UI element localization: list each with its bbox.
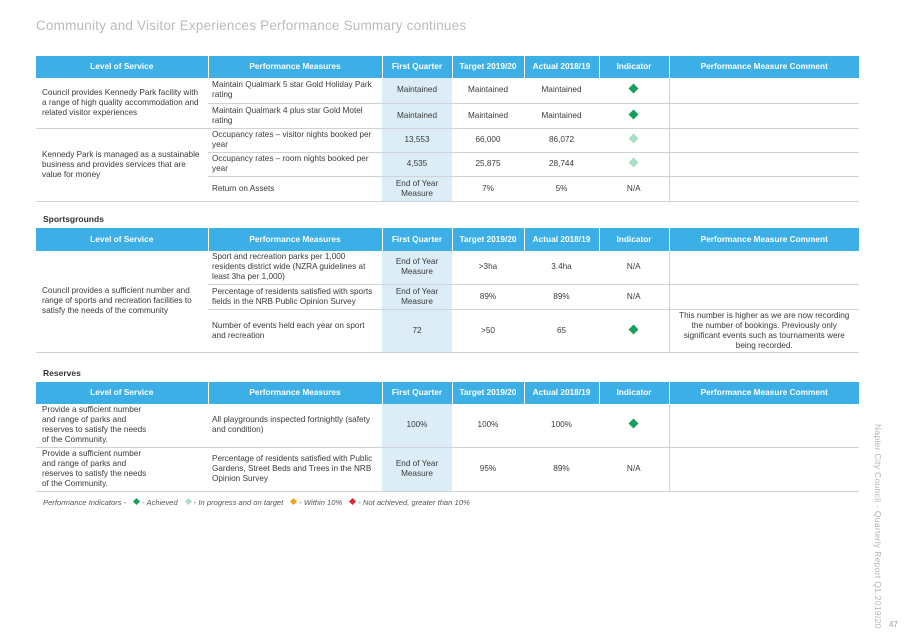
actual-cell: 89% (524, 284, 599, 309)
legend-item-label: - Achieved (142, 498, 178, 507)
target-cell: >3ha (452, 251, 524, 284)
first-quarter-cell: 100% (382, 404, 452, 447)
sportsgrounds-table (36, 228, 859, 353)
performance-measure-cell: Sport and recreation parks per 1,000 residents district wide (NZRA guidelines at least 3ha per 1,000) (208, 251, 382, 284)
target-cell: >50 (452, 309, 524, 352)
legend-item-label: - Not achieved, greater than 10% (358, 498, 470, 507)
section-label-sportsgrounds: Sportsgrounds (43, 214, 104, 224)
indicator-cell (599, 103, 669, 128)
actual-cell: Maintained (524, 103, 599, 128)
table-row (36, 128, 859, 152)
target-cell: Maintained (452, 78, 524, 103)
header-first-quarter: First Quarter (382, 56, 452, 78)
actual-cell: 3.4ha (524, 251, 599, 284)
performance-measure-cell: Number of events held each year on sport and recreation (208, 309, 382, 352)
header-target: Target 2019/20 (452, 56, 524, 78)
header-indicator: Indicator (599, 56, 669, 78)
header-level-of-service: Level of Service (36, 56, 208, 78)
table-row (36, 251, 859, 284)
performance-indicators-legend (43, 498, 474, 507)
achieved-indicator-icon (629, 419, 639, 429)
first-quarter-cell: End of Year Measure (382, 176, 452, 201)
header-performance-measures: Performance Measures (208, 228, 382, 251)
level-of-service-text: Provide a sufficient number and range of parks and reserves to satisfy the needs of the Community. (42, 449, 147, 488)
performance-measure-cell: Occupancy rates – visitor nights booked per year (208, 128, 382, 152)
level-of-service-text: Council provides Kennedy Park facility with a range of high quality accommodation and related visitor experiences (42, 87, 199, 117)
level-of-service-text: Kennedy Park is managed as a sustainable business and provides services that are value for money (42, 149, 200, 179)
performance-comment-cell (669, 152, 859, 176)
target-cell: Maintained (452, 103, 524, 128)
kennedy-park-table (36, 56, 859, 202)
performance-measure-cell: Occupancy rates – room nights booked per year (208, 152, 382, 176)
actual-cell: 65 (524, 309, 599, 352)
target-cell: 66,000 (452, 128, 524, 152)
level-of-service-cell (36, 447, 208, 491)
page-title: Community and Visitor Experiences Performance Summary continues (36, 18, 467, 33)
table-row (36, 404, 859, 447)
indicator-text: N/A (626, 183, 641, 193)
table-row (36, 78, 859, 103)
performance-measure-cell: Return on Assets (208, 176, 382, 201)
section-label-reserves: Reserves (43, 368, 81, 378)
performance-comment-cell (669, 78, 859, 103)
actual-cell: 5% (524, 176, 599, 201)
header-first-quarter: First Quarter (382, 382, 452, 404)
header-indicator: Indicator (599, 382, 669, 404)
indicator-text: N/A (626, 291, 641, 301)
performance-comment-cell (669, 103, 859, 128)
header-performance-measures: Performance Measures (208, 56, 382, 78)
performance-comment-cell (669, 447, 859, 491)
header-comment: Performance Measure Comment (669, 228, 859, 251)
header-actual: Actual 2018/19 (524, 228, 599, 251)
indicator-cell (599, 404, 669, 447)
achieved-indicator-icon (629, 324, 639, 334)
actual-cell: 89% (524, 447, 599, 491)
header-level-of-service: Level of Service (36, 382, 208, 404)
first-quarter-cell: Maintained (382, 78, 452, 103)
achieved-indicator-icon (629, 109, 639, 119)
performance-measure-cell: Percentage of residents satisfied with sports fields in the NRB Public Opinion Survey (208, 284, 382, 309)
target-cell: 7% (452, 176, 524, 201)
indicator-text: N/A (626, 262, 641, 272)
header-comment: Performance Measure Comment (669, 382, 859, 404)
first-quarter-cell: 72 (382, 309, 452, 352)
target-cell: 89% (452, 284, 524, 309)
performance-measure-cell: All playgrounds inspected fortnightly (safety and condition) (208, 404, 382, 447)
header-first-quarter: First Quarter (382, 228, 452, 251)
performance-comment-cell (669, 404, 859, 447)
first-quarter-cell: End of Year Measure (382, 251, 452, 284)
header-actual: Actual 2018/19 (524, 56, 599, 78)
actual-cell: 100% (524, 404, 599, 447)
performance-comment-cell (669, 251, 859, 284)
legend-item-label: - Within 10% (299, 498, 343, 507)
indicator-cell (599, 128, 669, 152)
legend-prefix: Performance Indicators - (43, 498, 127, 507)
achieved-indicator-icon (629, 84, 639, 94)
progress-indicator-icon (629, 134, 639, 144)
legend-achieved-icon (133, 498, 140, 505)
first-quarter-cell: 4,535 (382, 152, 452, 176)
level-of-service-cell (36, 78, 208, 128)
performance-measure-cell: Maintain Qualmark 5 star Gold Holiday Park rating (208, 78, 382, 103)
header-indicator: Indicator (599, 228, 669, 251)
target-cell: 95% (452, 447, 524, 491)
indicator-text: N/A (626, 464, 641, 473)
target-cell: 25,875 (452, 152, 524, 176)
performance-comment-cell (669, 128, 859, 152)
performance-comment-cell (669, 176, 859, 201)
header-actual: Actual 2018/19 (524, 382, 599, 404)
indicator-cell (599, 251, 669, 284)
indicator-cell (599, 284, 669, 309)
indicator-cell (599, 152, 669, 176)
progress-indicator-icon (629, 158, 639, 168)
header-target: Target 2019/20 (452, 228, 524, 251)
actual-cell: 86,072 (524, 128, 599, 152)
legend-within-icon (290, 498, 297, 505)
indicator-cell (599, 309, 669, 352)
level-of-service-cell (36, 251, 208, 352)
actual-cell: 28,744 (524, 152, 599, 176)
first-quarter-cell: 13,553 (382, 128, 452, 152)
legend-item-label: - In progress and on target (193, 498, 284, 507)
header-performance-measures: Performance Measures (208, 382, 382, 404)
side-footer-text: Napier City Council - Quarterly Report Q1 2019/20 (873, 424, 883, 629)
indicator-cell (599, 176, 669, 201)
header-comment: Performance Measure Comment (669, 56, 859, 78)
header-target: Target 2019/20 (452, 382, 524, 404)
reserves-table (36, 382, 859, 492)
indicator-cell (599, 78, 669, 103)
first-quarter-cell: Maintained (382, 103, 452, 128)
target-cell: 100% (452, 404, 524, 447)
header-level-of-service: Level of Service (36, 228, 208, 251)
performance-measure-cell: Percentage of residents satisfied with Public Gardens, Street Beds and Trees in the NRB Opinion Survey (208, 447, 382, 491)
level-of-service-cell (36, 404, 208, 447)
first-quarter-cell: End of Year Measure (382, 447, 452, 491)
performance-comment-cell: This number is higher as we are now recording the number of bookings. Previously only significant events such as tournaments were being recorded. (669, 309, 859, 352)
actual-cell: Maintained (524, 78, 599, 103)
level-of-service-text: Council provides a sufficient number and range of sports and recreation facilities to satisfy the needs of the community (42, 286, 192, 316)
level-of-service-cell (36, 128, 208, 201)
performance-measure-cell: Maintain Qualmark 4 plus star Gold Motel rating (208, 103, 382, 128)
level-of-service-text: Provide a sufficient number and range of parks and reserves to satisfy the needs of the Community. (42, 405, 147, 445)
legend-notach-icon (349, 498, 356, 505)
performance-comment-cell (669, 284, 859, 309)
indicator-cell (599, 447, 669, 491)
table-row (36, 447, 859, 491)
page-number: 47 (889, 620, 898, 629)
legend-progress-icon (185, 498, 192, 505)
first-quarter-cell: End of Year Measure (382, 284, 452, 309)
